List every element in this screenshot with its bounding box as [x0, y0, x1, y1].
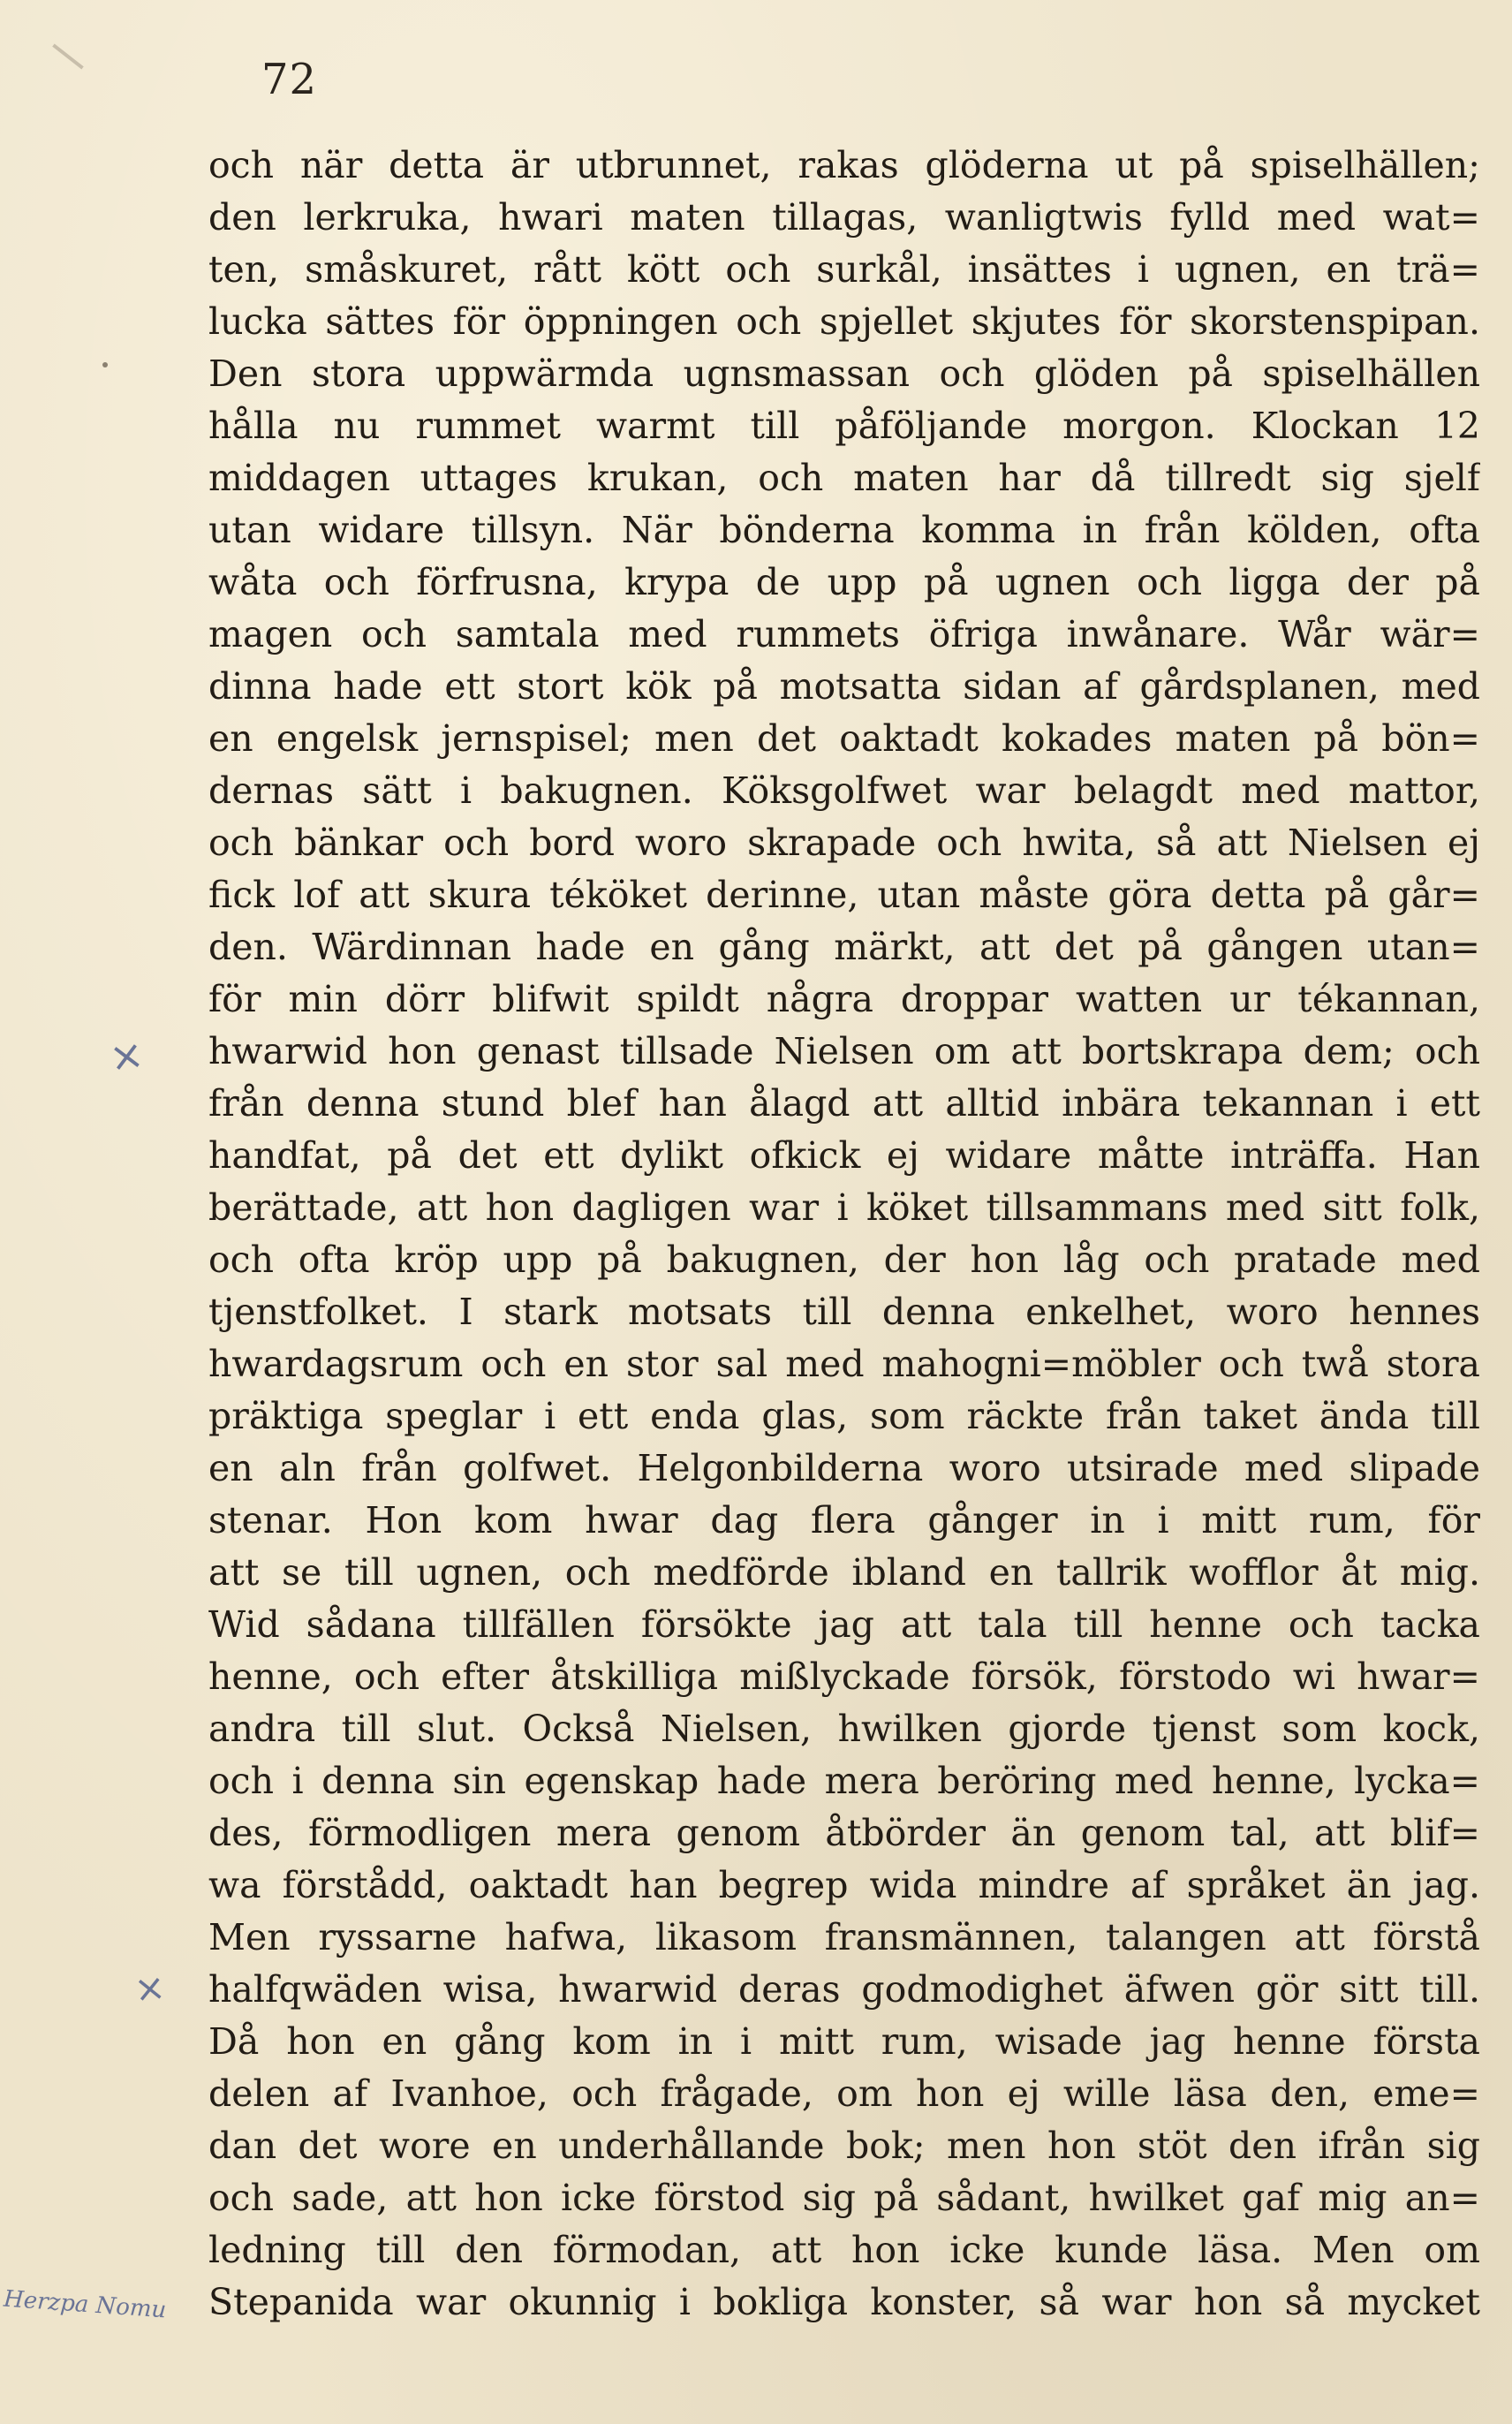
- text-line: middagen uttages krukan, och maten har då tillredt sig sjelf: [208, 457, 1480, 499]
- text-line: Wid sådana tillfällen försökte jag att tala till henne och tacka: [208, 1603, 1480, 1646]
- text-line: henne, och efter åtskilliga mißlyckade försök, förstodo wi hwar=: [208, 1655, 1480, 1698]
- text-line: andra till slut. Också Nielsen, hwilken gjorde tjenst som kock,: [208, 1708, 1480, 1750]
- text-line: en engelsk jernspisel; men det oaktadt kokades maten på bön=: [208, 717, 1480, 760]
- text-line: präktiga speglar i ett enda glas, som räckte från taket ända till: [208, 1395, 1480, 1437]
- text-line: wåta och förfrusna, krypa de upp på ugnen och ligga der på: [208, 561, 1480, 603]
- text-line: hålla nu rummet warmt till påföljande morgon. Klockan 12: [208, 405, 1480, 447]
- text-line: för min dörr blifwit spildt några droppar watten ur tékannan,: [208, 978, 1480, 1020]
- paper-scratch: [52, 43, 84, 69]
- text-line: Då hon en gång kom in i mitt rum, wisade jag henne första: [208, 2020, 1480, 2063]
- text-line: från denna stund blef han ålagd att alltid inbära tekannan i ett: [208, 1082, 1480, 1125]
- text-line: berättade, att hon dagligen war i köket tillsammans med sitt folk,: [208, 1186, 1480, 1229]
- text-line: och ofta kröp upp på bakugnen, der hon låg och pratade med: [208, 1239, 1480, 1281]
- text-line: Stepanida war okunnig i bokliga konster, så war hon så mycket: [208, 2281, 1480, 2323]
- handwritten-margin-note: Herzpa Nomu: [3, 2285, 168, 2324]
- text-line: Men ryssarne hafwa, likasom fransmännen, talangen att förstå: [208, 1916, 1480, 1958]
- text-line: hwarwid hon genast tillsade Nielsen om att bortskrapa dem; och: [208, 1030, 1480, 1072]
- text-line: magen och samtala med rummets öfriga inwånare. Wår wär=: [208, 613, 1480, 655]
- text-line: hwardagsrum och en stor sal med mahogni=möbler och twå stora: [208, 1343, 1480, 1385]
- text-line: ledning till den förmodan, att hon icke kunde läsa. Men om: [208, 2229, 1480, 2271]
- text-line: dinna hade ett stort kök på motsatta sidan af gårdsplanen, med: [208, 665, 1480, 708]
- text-line: stenar. Hon kom hwar dag flera gånger in i mitt rum, för: [208, 1499, 1480, 1542]
- page-number: 72: [261, 55, 318, 104]
- text-line: och i denna sin egenskap hade mera beröring med henne, lycka=: [208, 1760, 1480, 1802]
- text-line: handfat, på det ett dylikt ofkick ej widare måtte inträffa. Han: [208, 1134, 1480, 1177]
- text-line: den. Wärdinnan hade en gång märkt, att det på gången utan=: [208, 926, 1480, 968]
- text-line: och sade, att hon icke förstod sig på sådant, hwilket gaf mig an=: [208, 2177, 1480, 2219]
- text-line: och bänkar och bord woro skrapade och hwita, så att Nielsen ej: [208, 822, 1480, 864]
- text-line: dernas sätt i bakugnen. Köksgolfwet war belagdt med mattor,: [208, 769, 1480, 812]
- text-line: Den stora uppwärmda ugnsmassan och glöden på spiselhällen: [208, 352, 1480, 395]
- text-line: wa förstådd, oaktadt han begrep wida mindre af språket än jag.: [208, 1864, 1480, 1906]
- margin-cross-mark: ×: [132, 1965, 168, 2011]
- text-line: halfqwäden wisa, hwarwid deras godmodighet äfwen gör sitt till.: [208, 1968, 1480, 2011]
- text-line: dan det wore en underhållande bok; men hon stöt den ifrån sig: [208, 2125, 1480, 2167]
- text-line: fick lof att skura téköket derinne, utan måste göra detta på går=: [208, 874, 1480, 916]
- text-line: en aln från golfwet. Helgonbilderna woro utsirade med slipade: [208, 1447, 1480, 1489]
- body-text: [208, 140, 1480, 2329]
- text-line: tjenstfolket. I stark motsats till denna enkelhet, woro hennes: [208, 1291, 1480, 1333]
- text-line: lucka sättes för öppningen och spjellet skjutes för skorstenspipan.: [208, 300, 1480, 343]
- margin-cross-mark: ×: [106, 1029, 147, 1082]
- text-line: den lerkruka, hwari maten tillagas, wanligtwis fylld med wat=: [208, 196, 1480, 239]
- paper-speck: [102, 362, 108, 367]
- text-line: utan widare tillsyn. När bönderna komma in från kölden, ofta: [208, 509, 1480, 551]
- text-line: ten, småskuret, rått kött och surkål, insättes i ugnen, en trä=: [208, 248, 1480, 291]
- text-line: och när detta är utbrunnet, rakas glöderna ut på spiselhällen;: [208, 144, 1480, 186]
- text-line: delen af Ivanhoe, och frågade, om hon ej wille läsa den, eme=: [208, 2072, 1480, 2115]
- text-line: att se till ugnen, och medförde ibland en tallrik wofflor åt mig.: [208, 1551, 1480, 1594]
- text-line: des, förmodligen mera genom åtbörder än genom tal, att blif=: [208, 1812, 1480, 1854]
